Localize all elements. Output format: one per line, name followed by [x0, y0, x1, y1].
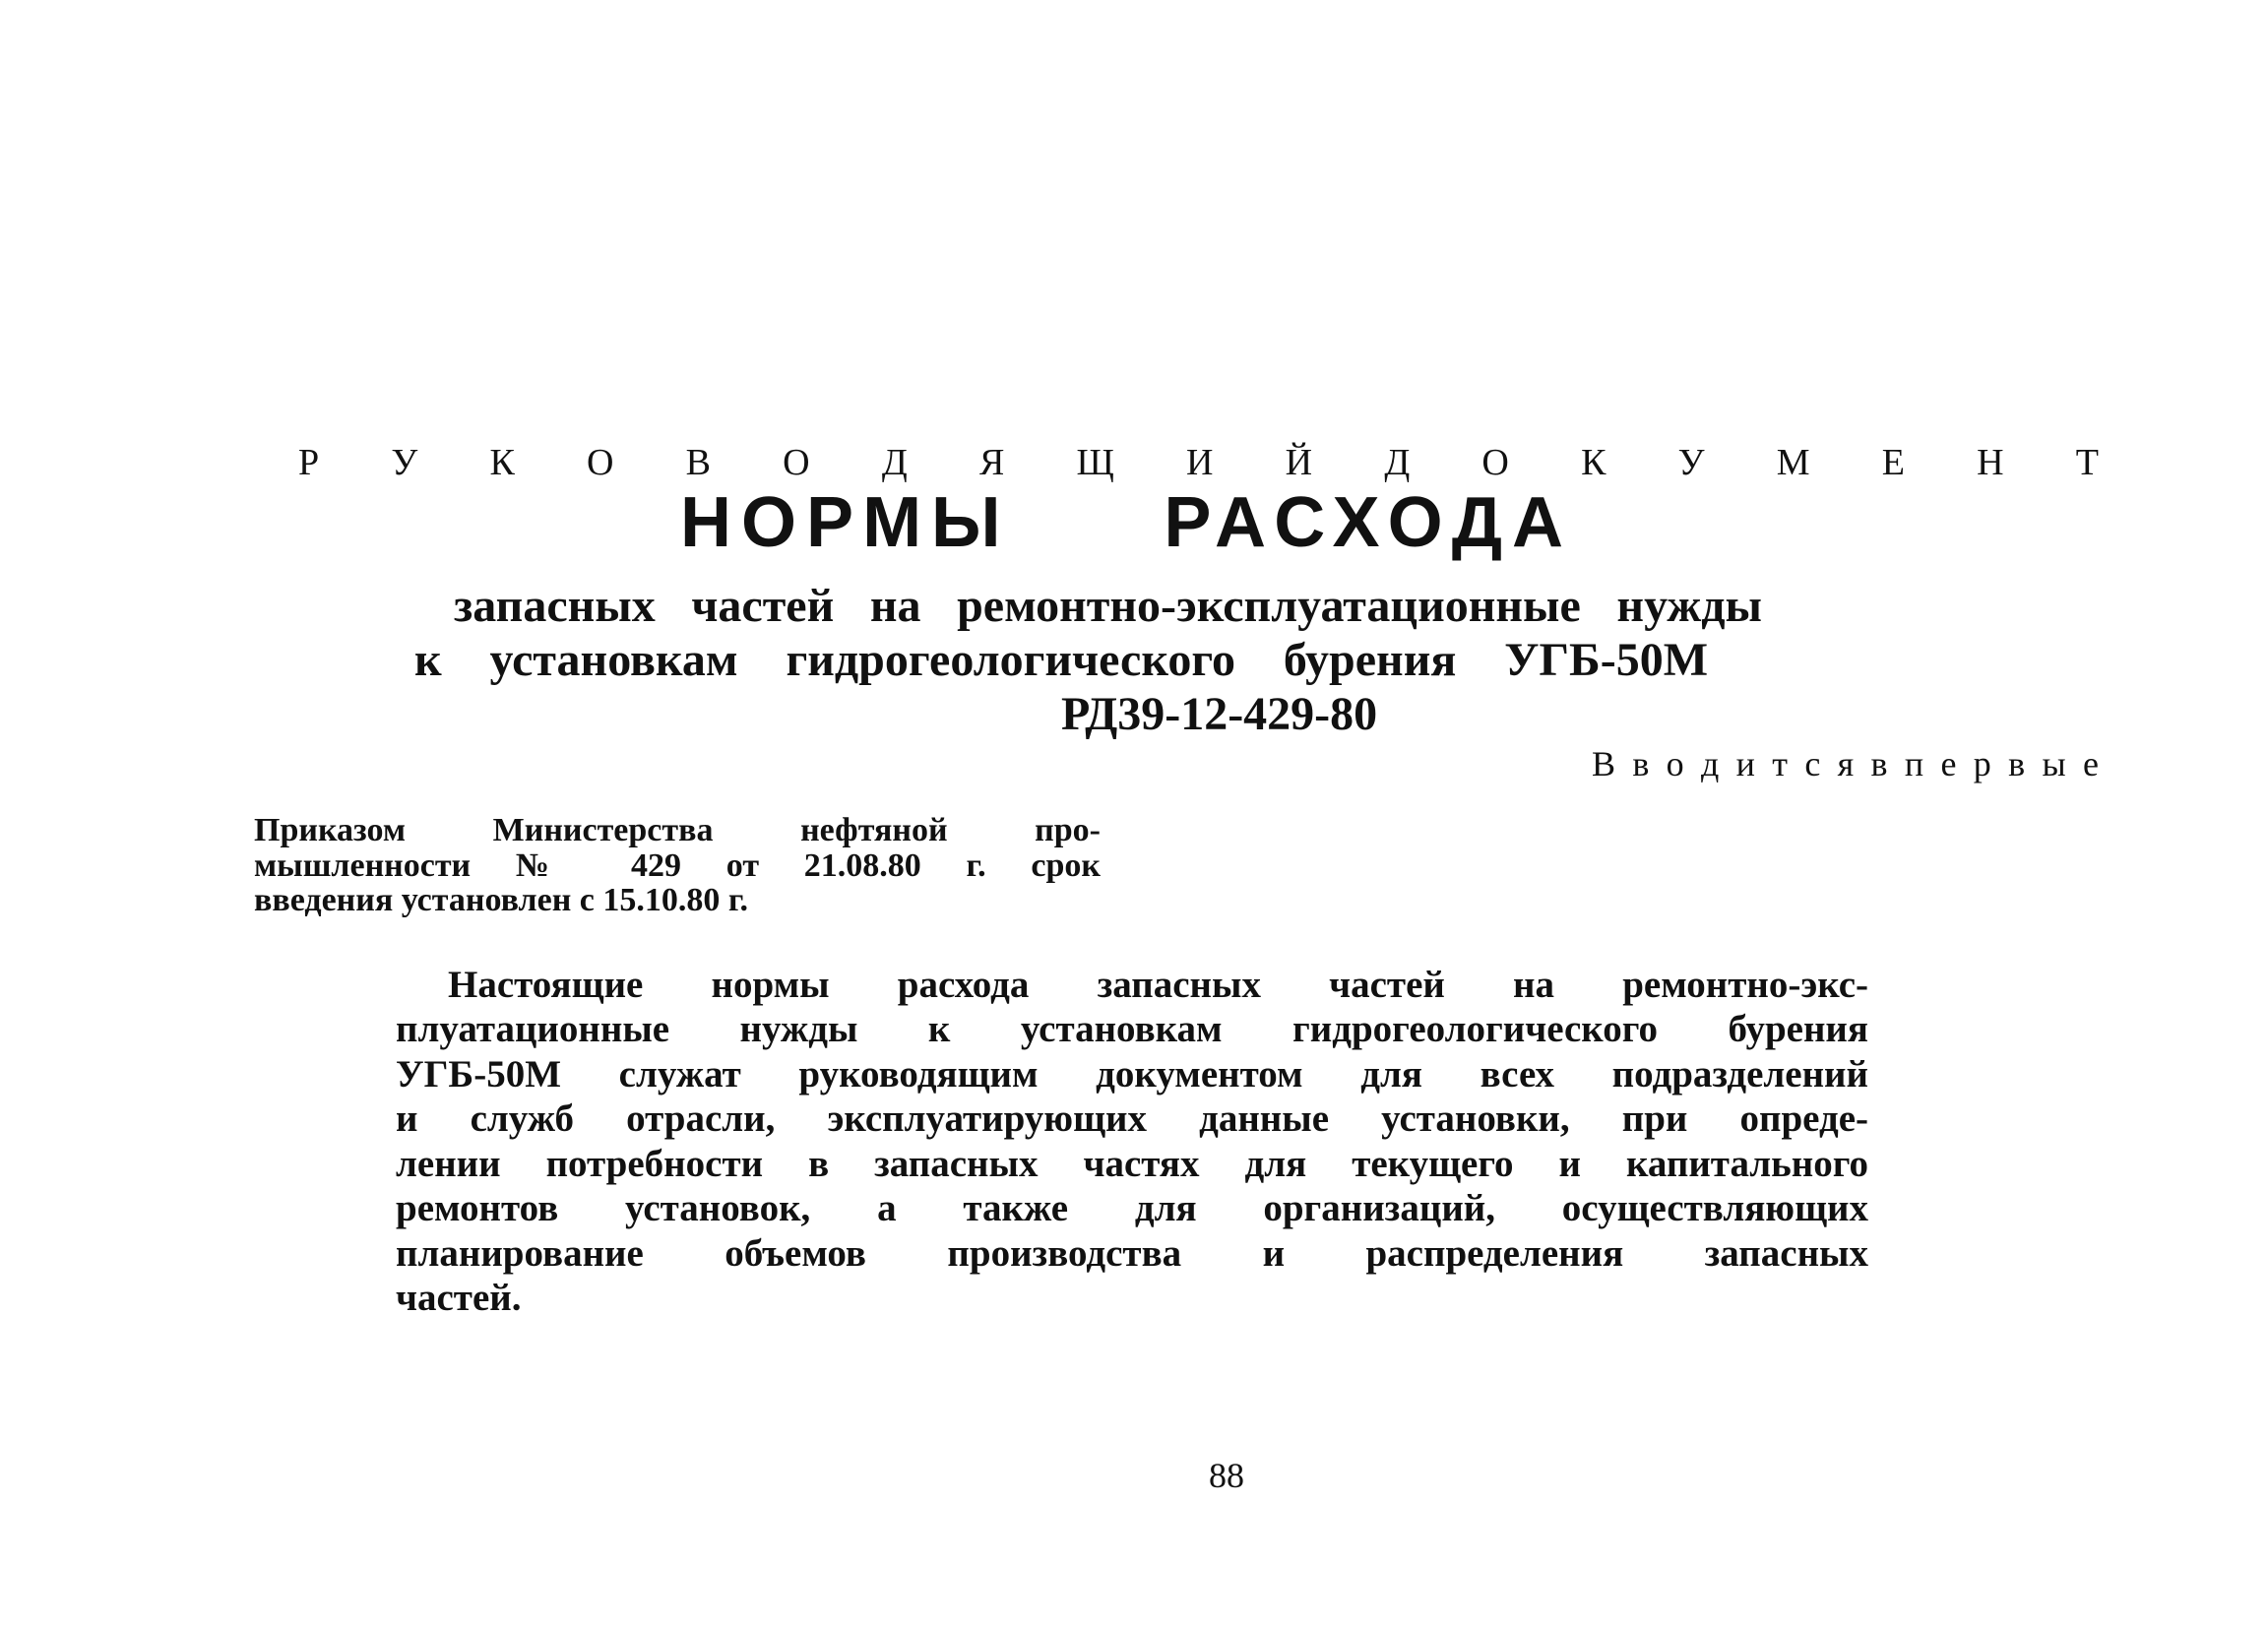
body-line: планирование объемов производства и распределения запасных — [396, 1232, 1868, 1275]
body-line: и служб отрасли, эксплуатирующих данные установки, при опреде- — [396, 1097, 1868, 1140]
document-type: Р У К О В О Д Я Щ И Й Д О К У М Е Н Т — [298, 442, 2101, 483]
order-line: введения установлен с 15.10.80 г. — [254, 882, 748, 918]
document-title: НОРМЫ РАСХОДА — [680, 483, 1573, 562]
body-line: ремонтов установок, а также для организаций, осуществляющих — [396, 1187, 1868, 1229]
body-line: лении потребности в запасных частях для текущего и капитального — [396, 1143, 1868, 1185]
subtitle-line-2: к установкам гидрогеологического бурения УГБ-50М — [414, 634, 1708, 686]
order-line: Приказом Министерства нефтяной про- — [254, 812, 1101, 848]
document-status: В в о д и т с я в п е р в ы е — [1592, 744, 2101, 783]
body-line: плуатационные нужды к установкам гидрогеологического бурения — [396, 1008, 1868, 1050]
body-line: Настоящие нормы расхода запасных частей на ремонтно-экс- — [448, 964, 1868, 1006]
order-line: мышленности № 429 от 21.08.80 г. срок — [254, 847, 1101, 884]
document-code: РД39-12-429-80 — [1061, 688, 1378, 740]
page-number: 88 — [1209, 1456, 1244, 1495]
subtitle-line-1: запасных частей на ремонтно-эксплуатационные нужды — [454, 580, 1762, 632]
body-line: УГБ-50М служат руководящим документом для всех подразделений — [396, 1053, 1868, 1096]
body-line: частей. — [396, 1277, 522, 1319]
